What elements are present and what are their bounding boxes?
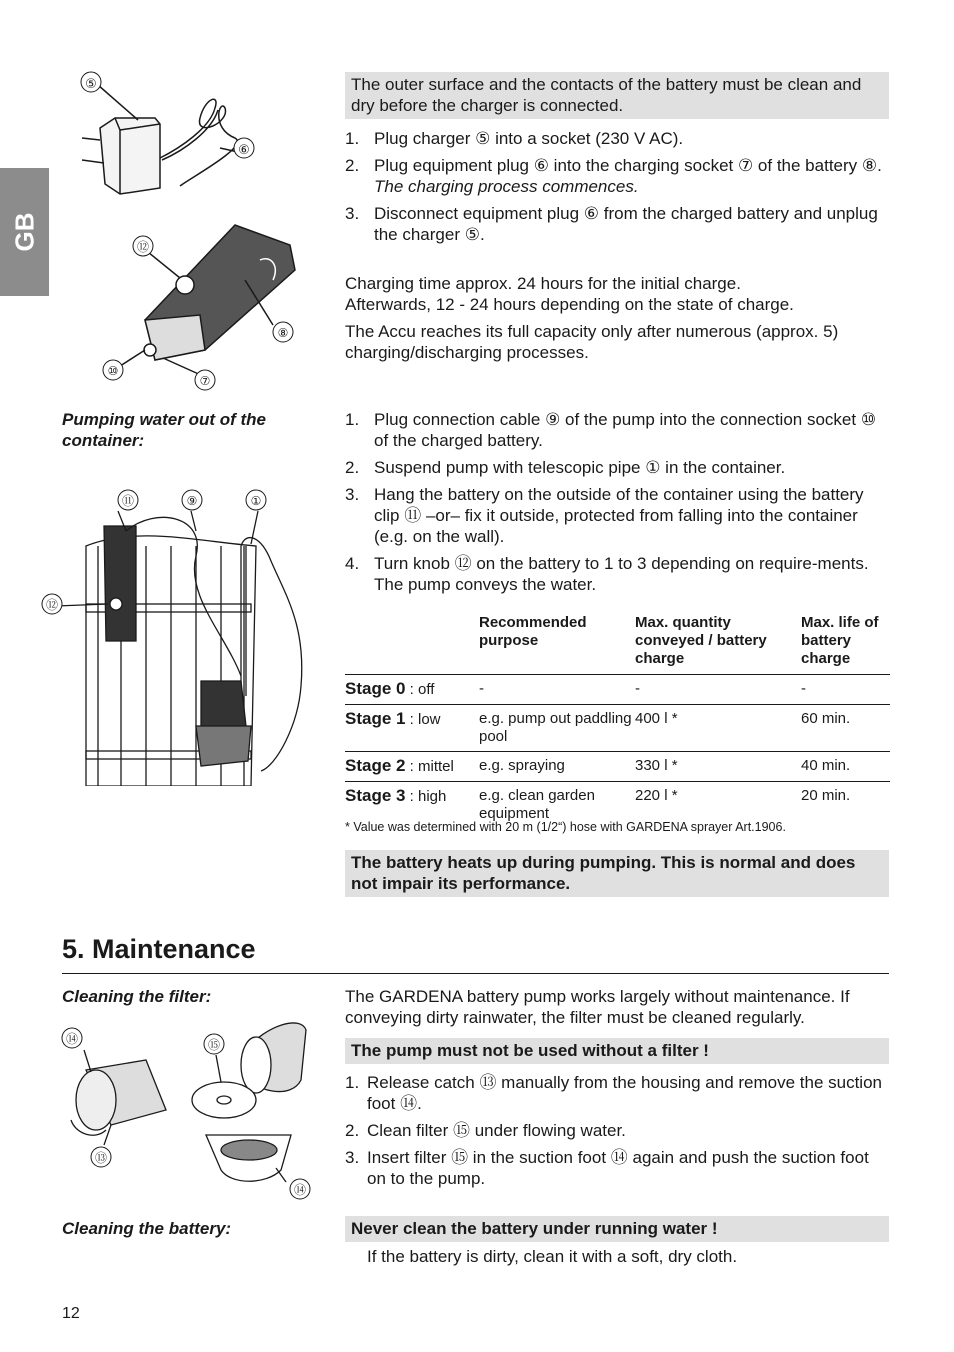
- section-rule: [62, 973, 889, 974]
- charging-note: The outer surface and the contacts of the battery must be clean and dry before the charger is connected.: [345, 72, 889, 119]
- filter-steps: [345, 1072, 890, 1195]
- battery-cleaning-text: If the battery is dirty, clean it with a soft, dry cloth.: [367, 1247, 738, 1266]
- language-tab-label: GB: [9, 212, 39, 252]
- language-tab: [0, 168, 49, 296]
- battery-illustration: [95, 220, 305, 395]
- callout-5: ⑤: [85, 77, 97, 92]
- list-item: 4. Turn knob ⑫ on the battery to 1 to 3 depending on require-ments. The pump conveys the water.: [345, 554, 869, 594]
- list-item: 3. Hang the battery on the outside of the container using the battery clip ⑪ –or– fix it outside, protected from falling into the container (e.g. on the wall).: [345, 485, 864, 546]
- maintenance-intro: The GARDENA battery pump works largely without maintenance. If conveying dirty rainwater, the filter must be cleaned regularly.: [345, 987, 850, 1027]
- capacity-text: The Accu reaches its full capacity only after numerous (approx. 5) charging/discharging processes.: [345, 322, 839, 362]
- list-item: 2. Clean filter ⑮ under flowing water.: [345, 1121, 626, 1140]
- charging-time: Charging time approx. 24 hours for the initial charge. Afterwards, 12 - 24 hours depending on the state of charge.: [345, 274, 794, 314]
- pump-illustration: [36, 486, 328, 786]
- list-item: 1. Plug charger ⑤ into a socket (230 V AC).: [345, 129, 684, 148]
- heat-warning: The battery heats up during pumping. This is normal and does not impair its performance.: [345, 850, 889, 897]
- list-item: 1. Plug connection cable ⑨ of the pump into the connection socket ⑩ of the charged battery.: [345, 410, 877, 450]
- table-row: Stage 3 : high e.g. clean garden equipment 220 l * 20 min.: [345, 782, 890, 829]
- charger-illustration: [60, 68, 290, 208]
- list-item: 3. Disconnect equipment plug ⑥ from the charged battery and unplug the charger ⑤.: [345, 204, 878, 244]
- stage-table: [345, 614, 890, 828]
- table-header-row: Recommended purpose Max. quantity conveyed / battery charge Max. life of battery charge: [479, 614, 879, 667]
- callout-11: ⑪: [121, 494, 135, 508]
- table-row: Stage 0 : off - - -: [345, 675, 890, 705]
- page-number: 12: [62, 1305, 80, 1322]
- callout-12: ⑫: [136, 240, 150, 254]
- filter-heading: Cleaning the filter:: [62, 987, 212, 1006]
- table-footnote: * Value was determined with 20 m (1/2“) hose with GARDENA sprayer Art.1906.: [345, 820, 786, 834]
- callout-8: ⑧: [277, 326, 289, 340]
- filter-illustration: [56, 1010, 318, 1206]
- callout-7: ⑦: [199, 374, 211, 388]
- table-row: Stage 1 : low e.g. pump out paddling pool 400 l * 60 min.: [345, 705, 890, 752]
- list-item: 3. Insert filter ⑮ in the suction foot ⑭ again and push the suction foot on to the pump.: [345, 1148, 869, 1188]
- callout-12: ⑫: [45, 598, 59, 612]
- callout-14: ⑭: [293, 1183, 307, 1197]
- callout-13: ⑬: [94, 1151, 108, 1165]
- callout-10: ⑩: [107, 364, 119, 378]
- callout-15: ⑮: [207, 1038, 221, 1052]
- table-row: Stage 2 : mittel e.g. spraying 330 l * 40 min.: [345, 752, 890, 782]
- battery-cleaning-heading: Cleaning the battery:: [62, 1219, 232, 1238]
- callout-14: ⑭: [65, 1032, 79, 1046]
- list-item: 2. Suspend pump with telescopic pipe ① in the container.: [345, 458, 786, 477]
- charging-steps: [345, 128, 885, 251]
- battery-cleaning-note: Never clean the battery under running water !: [345, 1216, 889, 1242]
- list-item: 2. Plug equipment plug ⑥ into the charging socket ⑦ of the battery ⑧. The charging process commences.: [345, 156, 882, 196]
- callout-1: ①: [250, 494, 262, 508]
- callout-6: ⑥: [238, 143, 250, 158]
- section-title: 5. Maintenance: [62, 934, 256, 964]
- callout-9: ⑨: [186, 494, 198, 508]
- list-item: 1. Release catch ⑬ manually from the housing and remove the suction foot ⑭.: [345, 1073, 882, 1113]
- pumping-steps: [345, 409, 890, 601]
- filter-note: The pump must not be used without a filter !: [345, 1038, 889, 1064]
- pumping-heading: Pumping water out of the container:: [62, 410, 266, 450]
